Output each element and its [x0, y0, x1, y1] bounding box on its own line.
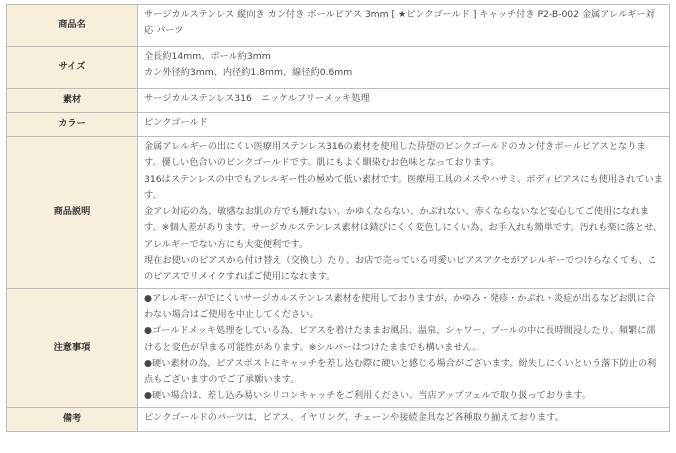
label-notes: 備考 — [7, 407, 138, 431]
size-line-2: カン外径約3mm、内径約1.8mm、線径約0.6mm — [144, 67, 353, 79]
description-paragraph-1: 金属アレルギーの出にくい医療用ステンレス316の素材を使用した待望のピンクゴールドのカン付きボールピアスとなります。優しい色合いのピンクゴールドです。肌にもよく馴染むお色味となっております。 — [144, 141, 646, 169]
row-caution — [7, 288, 670, 407]
product-name-text: サージカルステンレス 縦向き カン付き ボールピアス 3mm [ ★ピンクゴールド ] キャッチ付き P2-B-002 金属アレルギー対応 パーツ — [144, 9, 655, 37]
caution-item-4: ●硬い場合は、差し込み易いシリコンキャッチをご利用ください。当店アップフェルで取り扱っております。 — [144, 390, 591, 402]
label-product-name: 商品名 — [7, 5, 138, 47]
value-material — [138, 89, 670, 113]
color-text: ピンクゴールド — [144, 117, 208, 128]
row-size — [7, 47, 670, 89]
label-material: 素材 — [7, 89, 138, 113]
size-line-1: 全長約14mm、ボール約3mm — [144, 51, 271, 62]
value-notes — [138, 407, 670, 431]
value-product-name — [138, 5, 670, 47]
label-size: サイズ — [7, 47, 138, 89]
value-description — [138, 137, 670, 289]
row-description — [7, 137, 670, 289]
caution-item-3: ●硬い素材の為、ピアスポストにキャッチを差し込む際に硬いと感じる場合がございます。紛失しにくいという落下防止の利点もございますのでご了承願います。 — [144, 357, 657, 386]
row-product-name — [7, 5, 670, 47]
product-spec-table — [6, 4, 670, 432]
label-description: 商品説明 — [7, 137, 138, 289]
caution-item-1: ●アレルギーがでにくいサージカルステンレス素材を使用しておりますが、かゆみ・発疹・かぶれ・炎症が出るなどお肌に合わない場合はご使用を中止してください。 — [144, 292, 656, 320]
value-caution — [138, 288, 670, 407]
product-spec-container — [6, 4, 670, 432]
value-size — [138, 47, 670, 89]
row-color — [7, 113, 670, 137]
caution-item-2: ●ゴールドメッキ処理をしている為、ピアスを着けたままお風呂、温泉、シャワー、プールの中に長時間浸したり、頻繁に濡けると変色が早まる可能性があります。※シルバーはつけたままでも構いません。 — [144, 325, 656, 353]
label-caution: 注意事項 — [7, 288, 138, 407]
row-notes — [7, 407, 670, 431]
label-color: カラー — [7, 113, 138, 137]
description-paragraph-3: 金アレ対応の為、敏感なお肌の方でも腫れない、かゆくならない、かぶれない、赤くならないなど安心してご使用になれます。※個人差があります。サージカルステンレス素材は錆びにくく変色しにくい為、お手入れも簡単です。汚れも楽に落とせ、アレルギーでない方にも大変便利です。 — [144, 206, 663, 250]
material-text: サージカルステンレス316 ニッケルフリーメッキ処理 — [144, 93, 370, 104]
row-material — [7, 89, 670, 113]
description-paragraph-2: 316はステンレスの中でもアレルギー性の極めて低い素材です。医療用工具のメスやハサミ、ボディピアスにも使用されています。 — [144, 173, 663, 201]
value-color — [138, 113, 670, 137]
notes-text: ピンクゴールドのパーツは、ピアス、イヤリング、チェーンや接続金具など各種取り揃えております。 — [144, 411, 564, 423]
description-paragraph-4: 現在お使いのピアスから付け替え（交換し）たり、お店で売っている可愛いピアスアクセがアレルギーでつけらなくても、このピアスでリメイクすればご使用になれます。 — [144, 255, 657, 283]
